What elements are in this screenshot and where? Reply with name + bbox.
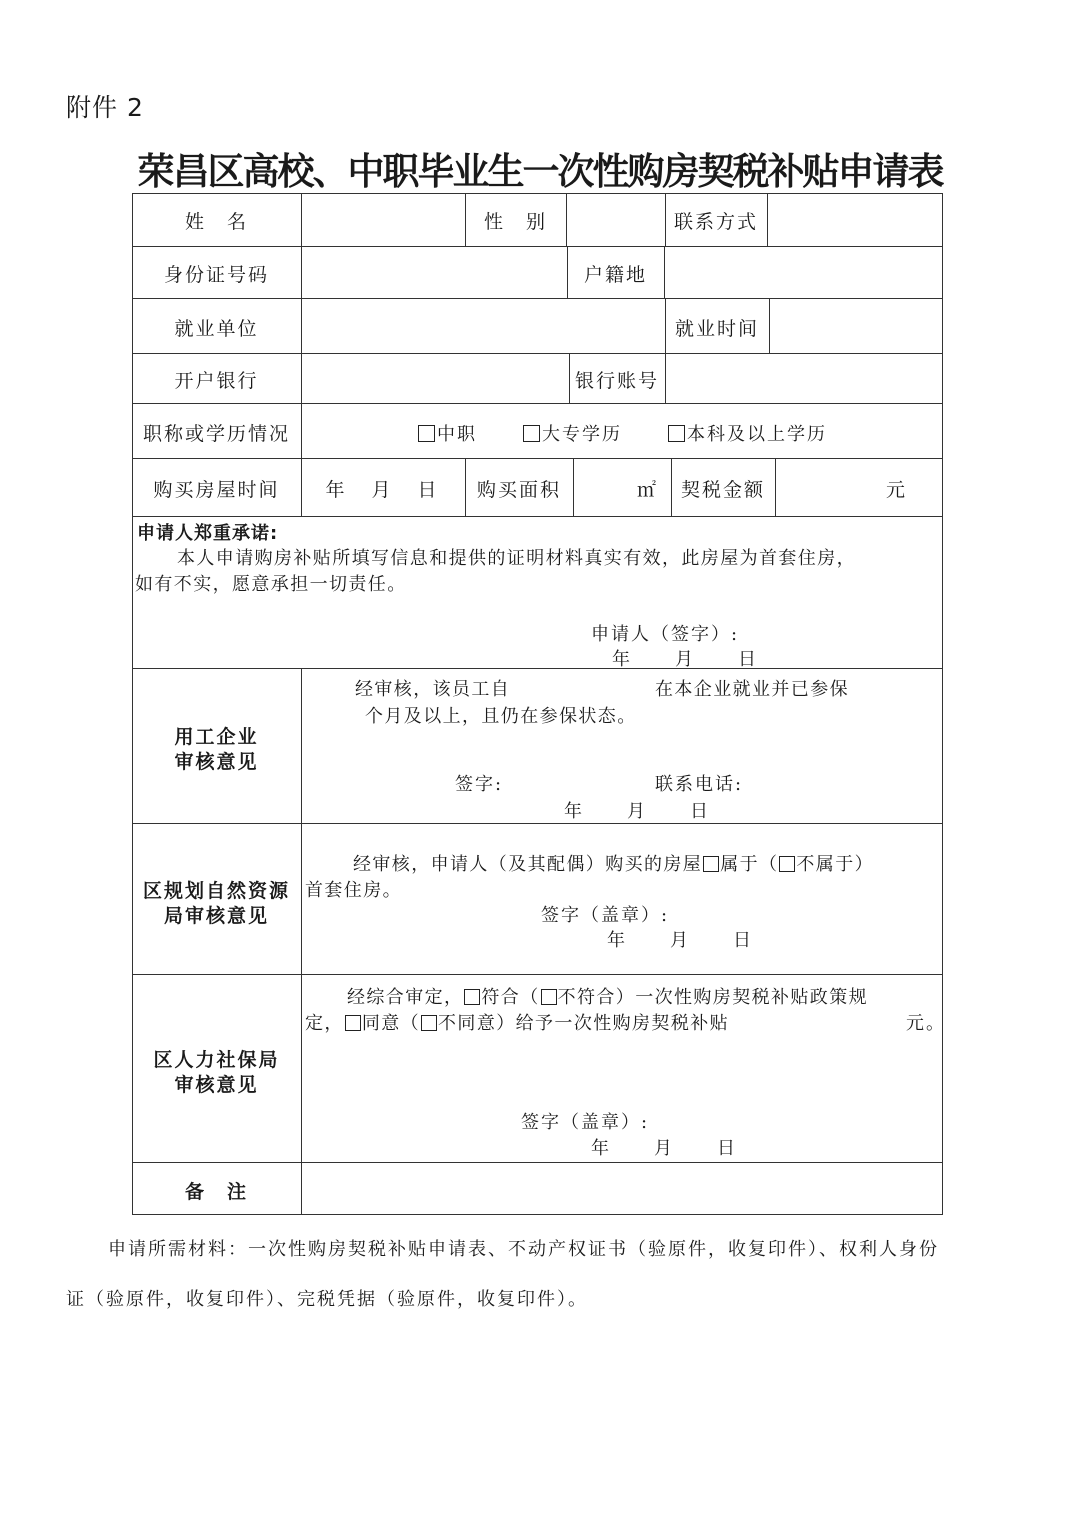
hr-review-date: 年 月 日 <box>591 1138 738 1159</box>
name-field[interactable] <box>302 194 465 246</box>
account-label: 银行账号 <box>574 370 659 392</box>
contact-field[interactable] <box>768 194 942 246</box>
col-divider <box>301 668 302 1215</box>
hr-review-text-1: 经综合审定， 符合（ 不符合）一次性购房契税补贴政策规 <box>347 987 869 1008</box>
employer-review-text-1a: 经审核，该员工自 <box>355 679 511 700</box>
employer-review-label-2: 审核意见 <box>174 751 259 773</box>
tax-amount-label: 契税金额 <box>680 479 765 501</box>
employment-time-label: 就业时间 <box>674 318 759 340</box>
gender-field[interactable] <box>567 194 665 246</box>
yuan-unit: 元 <box>886 479 908 501</box>
planning-review-label-2: 局审核意见 <box>163 905 269 927</box>
planning-review-label-1: 区规划自然资源 <box>142 880 290 902</box>
area-field[interactable] <box>574 459 634 516</box>
hr-review-text-2: 定， 同意（ 不同意）给予一次性购房契税补贴 <box>305 1013 730 1034</box>
pledge-text-line2: 如有不实，愿意承担一切责任。 <box>135 574 407 595</box>
remarks-label: 备 注 <box>184 1181 248 1203</box>
planning-review-text-2: 首套住房。 <box>305 880 402 901</box>
account-field[interactable] <box>666 354 942 403</box>
hukou-field[interactable] <box>665 247 942 298</box>
id-number-label: 身份证号码 <box>163 264 269 286</box>
required-materials-line2: 证（验原件，收复印件）、完税凭据（验原件，收复印件）。 <box>66 1289 588 1310</box>
employer-review-date: 年 月 日 <box>564 801 711 822</box>
row-divider <box>132 668 943 669</box>
checkbox-icon[interactable] <box>779 856 795 872</box>
edu-option-college[interactable]: 大专学历 <box>523 420 622 446</box>
bank-label: 开户银行 <box>174 370 259 392</box>
education-label: 职称或学历情况 <box>142 423 290 445</box>
row-divider <box>132 403 943 404</box>
checkbox-icon[interactable] <box>464 989 480 1005</box>
edu-option-bachelor[interactable]: 本科及以上学历 <box>668 420 827 446</box>
employer-review-text-2: 个月及以上，且仍在参保状态。 <box>365 706 637 727</box>
area-label: 购买面积 <box>476 479 561 501</box>
applicant-signature-label: 申请人（签字）: <box>591 624 740 645</box>
checkbox-icon[interactable] <box>421 1015 437 1031</box>
pledge-heading: 申请人郑重承诺: <box>137 523 279 544</box>
hr-review-yuan: 元。 <box>906 1013 946 1034</box>
purchase-date-field[interactable]: 年 月 日 <box>325 479 441 501</box>
required-materials-line1: 申请所需材料：一次性购房契税补贴申请表、不动产权证书（验原件，收复印件）、权利人身份 <box>108 1239 939 1260</box>
hukou-label: 户籍地 <box>583 264 647 286</box>
edu-option-vocational[interactable]: 中职 <box>418 420 477 446</box>
checkbox-icon[interactable] <box>523 425 540 442</box>
bank-field[interactable] <box>302 354 569 403</box>
contact-label: 联系方式 <box>673 211 758 233</box>
tax-amount-field[interactable] <box>776 459 881 516</box>
area-unit: ㎡ <box>637 479 659 501</box>
employer-phone-label: 联系电话: <box>655 774 744 795</box>
attachment-label: 附件 2 <box>66 93 144 122</box>
checkbox-icon[interactable] <box>668 425 685 442</box>
applicant-date: 年 月 日 <box>612 649 759 670</box>
pledge-text-line1: 本人申请购房补贴所填写信息和提供的证明材料真实有效，此房屋为首套住房， <box>177 548 856 569</box>
employer-field[interactable] <box>302 299 665 353</box>
checkbox-icon[interactable] <box>703 856 719 872</box>
planning-review-date: 年 月 日 <box>607 930 754 951</box>
row-divider <box>132 516 943 517</box>
row-divider <box>132 823 943 824</box>
checkbox-icon[interactable] <box>345 1015 361 1031</box>
employment-time-field[interactable] <box>770 299 942 353</box>
row-divider <box>132 974 943 975</box>
checkbox-icon[interactable] <box>418 425 435 442</box>
employer-signature-label: 签字: <box>455 774 504 795</box>
purchase-time-label: 购买房屋时间 <box>153 479 280 501</box>
employer-review-text-1b: 在本企业就业并已参保 <box>655 679 849 700</box>
hr-review-label-1: 区人力社保局 <box>153 1049 280 1071</box>
employer-review-label-1: 用工企业 <box>174 726 259 748</box>
planning-review-text-1: 经审核，申请人（及其配偶）购买的房屋 属于（ 不属于） <box>353 854 875 875</box>
remarks-field[interactable] <box>302 1163 942 1214</box>
id-number-field[interactable] <box>302 247 567 298</box>
hr-review-label-2: 审核意见 <box>174 1074 259 1096</box>
gender-label: 性 别 <box>483 211 547 233</box>
form-title: 荣昌区高校、中职毕业生一次性购房契税补贴申请表 <box>137 150 943 193</box>
hr-signature-label: 签字（盖章）: <box>521 1112 650 1133</box>
name-label: 姓 名 <box>184 211 248 233</box>
employer-label: 就业单位 <box>174 318 259 340</box>
planning-signature-label: 签字（盖章）: <box>541 905 670 926</box>
checkbox-icon[interactable] <box>541 989 557 1005</box>
